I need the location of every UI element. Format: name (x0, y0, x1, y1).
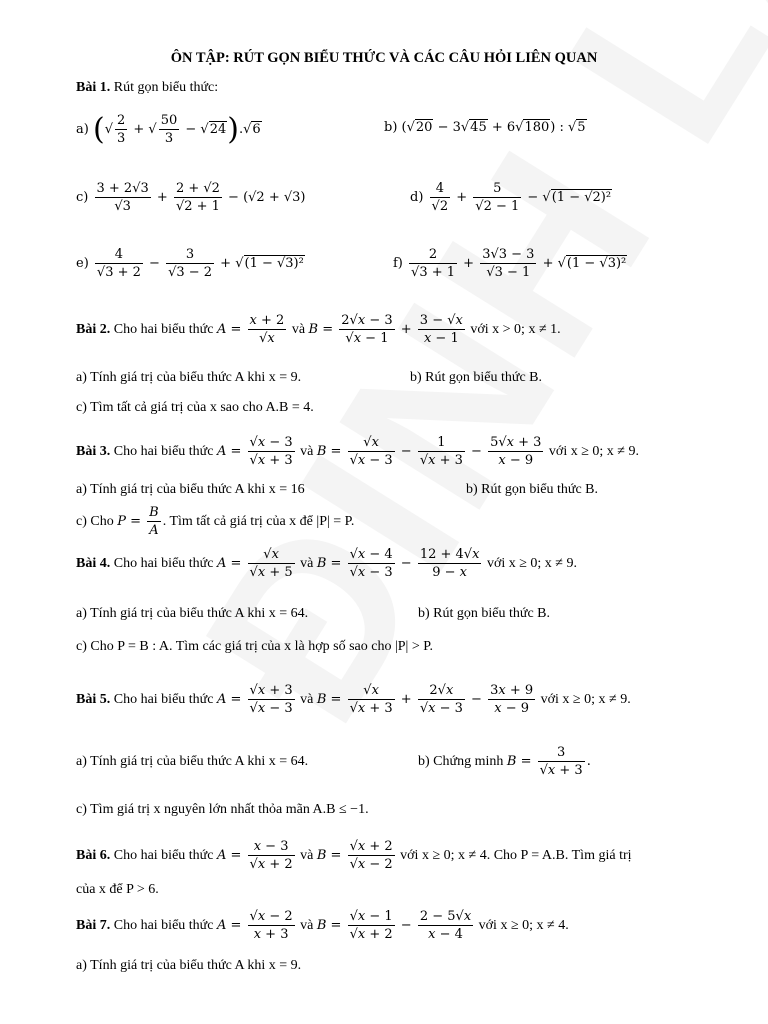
condition: với x ≥ 0; x ≠ 4. (478, 918, 569, 933)
va: và (300, 556, 314, 571)
intro: Cho hai biểu thức (113, 556, 214, 571)
bai6-statement: Bài 6. Cho hai biểu thức A = $\frac{x - 3}{√x + 2}$ và B = $\frac{√x + 2}{√x - 2}$ với x ≥ 0; x ≠ 4. Cho P = A.B. Tìm giá trị (76, 839, 632, 872)
bai3-c: c) Cho P = $\frac{B}{A}$ . Tìm tất cả giá trị của x để |P| = P. (76, 505, 355, 538)
condition: với x ≥ 0; x ≠ 9. (548, 444, 639, 459)
bai1-c: c) $\frac{3 + 2√3}{√3}$ + $\frac{2 + √2}{√2 + 1}$ − (√2 + √3) (76, 181, 306, 214)
bai1-heading (76, 80, 218, 96)
va: và (300, 918, 314, 933)
bai1-d: d) $\frac{4}{√2}$ + $\frac{5}{√2 - 1}$ − √(1 − √2)² (410, 181, 612, 214)
intro: Cho hai biểu thức (113, 322, 214, 337)
condition: với x > 0; x ≠ 1. (470, 322, 561, 337)
bai6-cont: của x để P > 6. (76, 882, 159, 897)
page-title: ÔN TẬP: RÚT GỌN BIỂU THỨC VÀ CÁC CÂU HỎI LIÊN QUAN (170, 50, 598, 66)
bai4-b: b) Rút gọn biểu thức B. (418, 606, 551, 621)
bai1-e: e) $\frac{4}{√3 + 2}$ − $\frac{3}{√3 - 2}$ + √(1 − √3)² (76, 247, 304, 280)
bai1-b: b) (√20 − 3√45 + 6√180) : √5 (384, 120, 586, 135)
bai1-label: Bài 1. (76, 80, 111, 95)
va: và (300, 848, 314, 863)
bai4-label: Bài 4. (76, 556, 111, 571)
bai4-statement: Bài 4. Cho hai biểu thức A = $\frac{√x}{√x + 5}$ và B = $\frac{√x - 4}{√x - 3}$ − $\frac{12 + 4√x}{9 - x}$ với x ≥ 0; x ≠ 9. (76, 547, 577, 580)
bai2-b: b) Rút gọn biểu thức B. (410, 370, 543, 385)
bai5-b: b) Chứng minh B = $\frac{3}{√x + 3}$ . (418, 745, 591, 778)
condition: với x ≥ 0; x ≠ 4. Cho P = A.B. Tìm giá trị (400, 848, 632, 863)
item-label: c) (76, 190, 89, 205)
bai2-label: Bài 2. (76, 322, 111, 337)
intro: Cho hai biểu thức (113, 444, 214, 459)
va: và (300, 692, 314, 707)
intro: Cho hai biểu thức (113, 918, 214, 933)
intro: Cho hai biểu thức (113, 692, 214, 707)
c-post: . Tìm tất cả giá trị của x để |P| = P. (162, 514, 355, 529)
bai3-label: Bài 3. (76, 444, 111, 459)
item-label: f) (393, 256, 403, 271)
bai5-a: a) Tính giá trị của biểu thức A khi x = 64. (76, 754, 309, 769)
bai7-label: Bài 7. (76, 918, 111, 933)
bai2-a: a) Tính giá trị của biểu thức A khi x = 9. (76, 370, 302, 385)
item-label: d) (410, 190, 424, 205)
bai5-c: c) Tìm giá trị x nguyên lớn nhất thỏa mãn A.B ≤ −1. (76, 802, 369, 817)
bai3-a: a) Tính giá trị của biểu thức A khi x = 16 (76, 482, 305, 497)
bai7-a: a) Tính giá trị của biểu thức A khi x = 9. (76, 958, 302, 973)
item-label: a) (76, 122, 89, 137)
condition: với x ≥ 0; x ≠ 9. (486, 556, 577, 571)
bai1-a: a) (√ $\frac{2}{3}$ + √ $\frac{50}{3}$ − √24).√6 (76, 112, 261, 147)
bai6-label: Bài 6. (76, 848, 111, 863)
bai7-statement: Bài 7. Cho hai biểu thức A = $\frac{√x - 2}{x + 3}$ và B = $\frac{√x - 1}{√x + 2}$ − $\frac{2 - 5√x}{x - 4}$ với x ≥ 0; x ≠ 4. (76, 909, 569, 942)
bai3-statement: Bài 3. Cho hai biểu thức A = $\frac{√x - 3}{√x + 3}$ và B = $\frac{√x}{√x - 3}$ − $\frac{1}{√x + 3}$ − $\frac{5√x + 3}{x - 9}$ với x ≥ 0; x ≠ 9. (76, 435, 639, 468)
bai5-statement: Bài 5. Cho hai biểu thức A = $\frac{√x + 3}{√x - 3}$ và B = $\frac{√x}{√x + 3}$ + $\frac{2√x}{√x - 3}$ − $\frac{3x + 9}{x - 9}$ với x ≥ 0; x ≠ 9. (76, 683, 631, 716)
va: và (300, 444, 314, 459)
bai2-c: c) Tìm tất cả giá trị của x sao cho A.B = 4. (76, 400, 314, 415)
item-label: e) (76, 256, 89, 271)
bai1-f: f) $\frac{2}{√3 + 1}$ + $\frac{3√3 - 3}{√3 - 1}$ + √(1 − √3)² (393, 247, 627, 280)
bai2-statement: Bài 2. Cho hai biểu thức A = $\frac{x + 2}{√x}$ và B = $\frac{2√x - 3}{√x - 1}$ + $\frac{3 - √x}{x - 1}$ với x > 0; x ≠ 1. (76, 313, 561, 346)
item-label: b) (384, 120, 398, 135)
intro: Cho hai biểu thức (113, 848, 214, 863)
bai4-c: c) Cho P = B : A. Tìm các giá trị của x là hợp số sao cho |P| > P. (76, 639, 433, 654)
va: và (291, 322, 306, 337)
bai3-b: b) Rút gọn biểu thức B. (466, 482, 599, 497)
b-pre: b) Chứng minh (418, 754, 504, 769)
condition: với x ≥ 0; x ≠ 9. (540, 692, 631, 707)
bai1-text: Rút gọn biểu thức: (113, 80, 219, 95)
bai4-a: a) Tính giá trị của biểu thức A khi x = 64. (76, 606, 309, 621)
bai5-label: Bài 5. (76, 692, 111, 707)
c-pre: c) Cho (76, 514, 114, 529)
